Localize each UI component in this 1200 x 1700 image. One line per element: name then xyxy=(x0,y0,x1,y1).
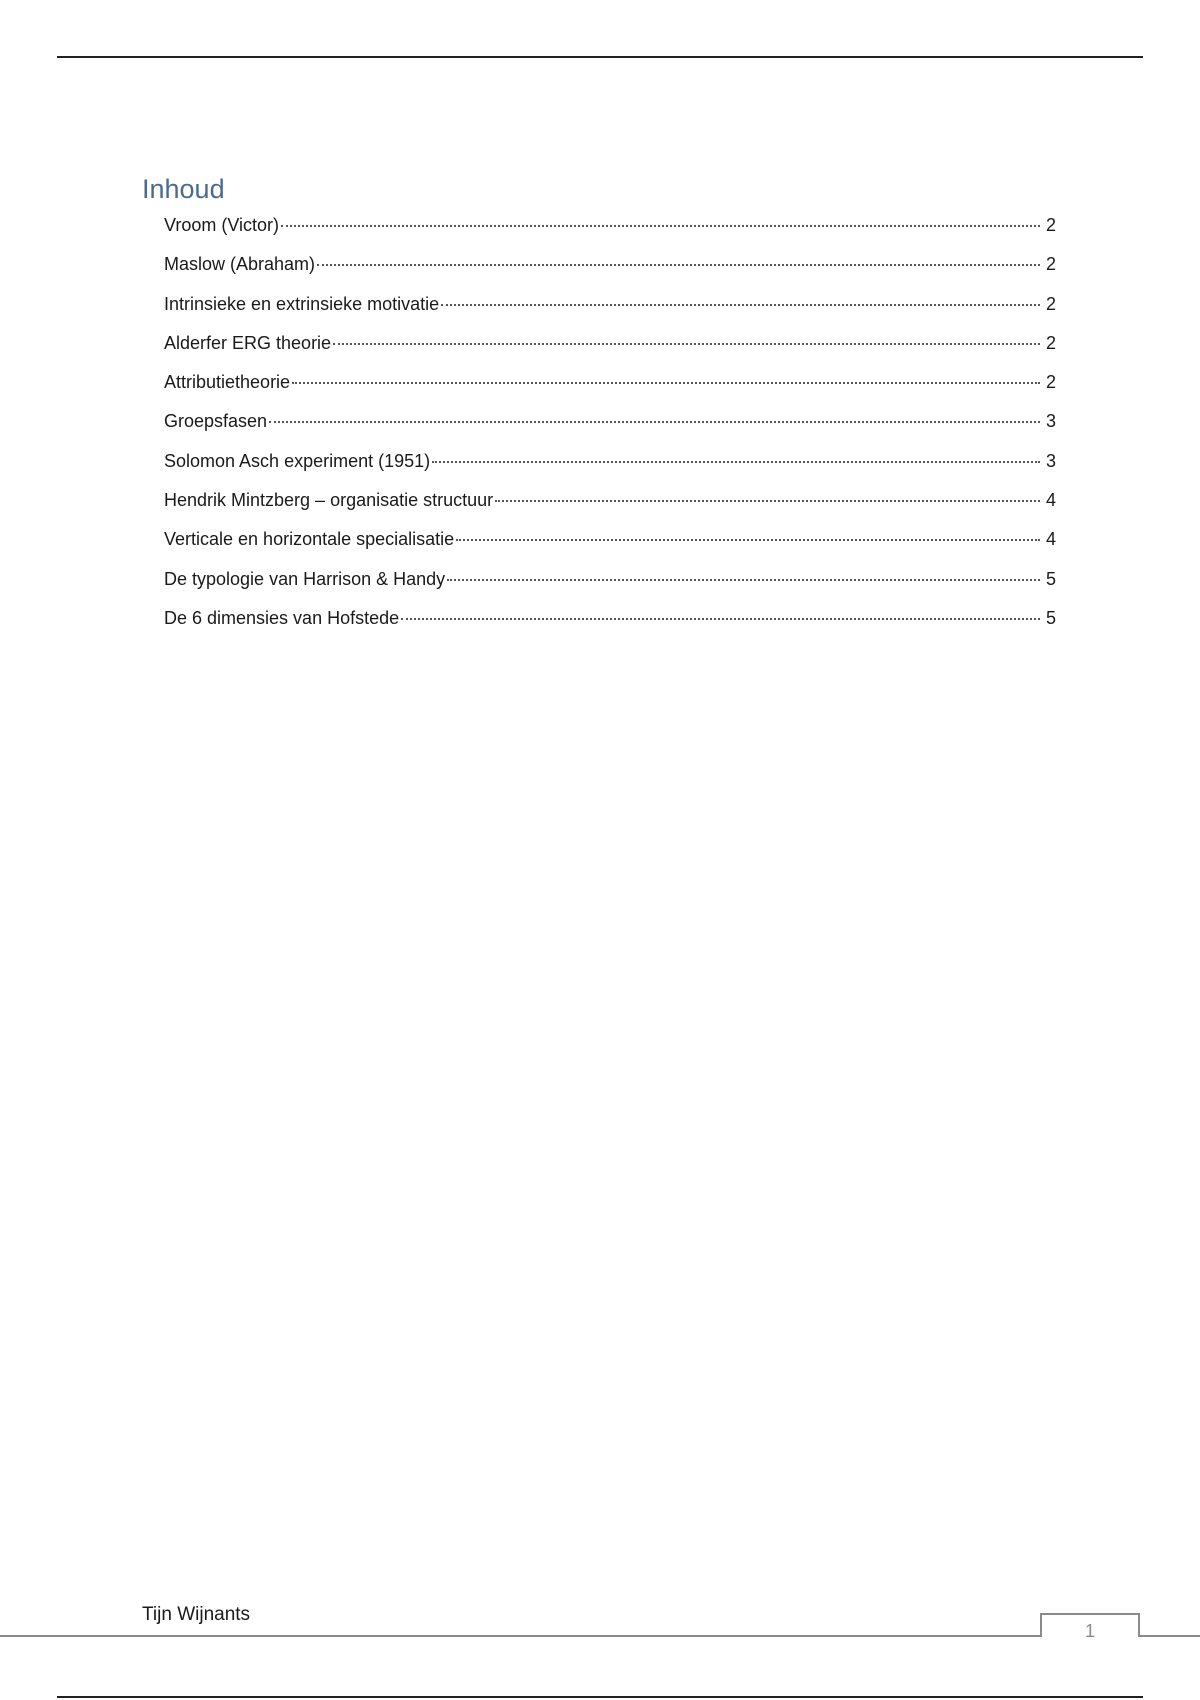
toc-dot-leader xyxy=(456,539,1040,541)
toc-entry-title: Groepsfasen xyxy=(164,411,268,432)
toc-entry[interactable] xyxy=(164,527,1056,566)
toc-heading: Inhoud xyxy=(142,174,225,204)
toc-dot-leader xyxy=(495,500,1040,502)
toc-entry-page: 2 xyxy=(1045,372,1056,393)
footer-author: Tijn Wijnants xyxy=(142,1604,251,1625)
toc-entry-title: De typologie van Harrison & Handy xyxy=(164,568,446,589)
toc-entry-page: 4 xyxy=(1045,490,1056,511)
toc-entry[interactable] xyxy=(164,606,1056,645)
toc-dot-leader xyxy=(401,618,1040,620)
toc-entry-title: Solomon Asch experiment (1951) xyxy=(164,450,431,471)
toc-entry[interactable] xyxy=(164,567,1056,606)
toc-dot-leader xyxy=(333,343,1040,345)
toc-entry-title: Intrinsieke en extrinsieke motivatie xyxy=(164,293,440,314)
footer-rule xyxy=(1138,1635,1200,1637)
footer-rule xyxy=(0,1635,1040,1637)
toc-entry-page: 3 xyxy=(1045,450,1056,471)
toc-entry[interactable] xyxy=(164,488,1056,527)
toc-entry-title: Maslow (Abraham) xyxy=(164,254,316,275)
toc-entry-page: 5 xyxy=(1045,607,1056,628)
bottom-rule xyxy=(57,1696,1143,1698)
toc-entry-title: Verticale en horizontale specialisatie xyxy=(164,529,455,550)
toc-dot-leader xyxy=(281,225,1040,227)
header-rule xyxy=(57,56,1143,58)
toc-entry[interactable] xyxy=(164,449,1056,488)
toc-entry-page: 2 xyxy=(1045,215,1056,235)
toc-entry[interactable] xyxy=(164,331,1056,370)
toc-entry-page: 3 xyxy=(1045,411,1056,432)
toc-entry-page: 4 xyxy=(1045,529,1056,550)
toc-entry-page: 2 xyxy=(1045,254,1056,275)
toc-dot-leader xyxy=(269,421,1040,423)
toc-entry[interactable] xyxy=(164,252,1056,291)
toc-entry-title: Hendrik Mintzberg – organisatie structuur xyxy=(164,490,494,511)
toc-entry[interactable] xyxy=(164,213,1056,252)
toc-entry-page: 2 xyxy=(1045,332,1056,353)
toc-dot-leader xyxy=(447,579,1040,581)
toc-list xyxy=(164,213,1056,645)
toc-dot-leader xyxy=(441,304,1040,306)
toc-entry-title: Vroom (Victor) xyxy=(164,215,280,235)
toc-entry-title: Alderfer ERG theorie xyxy=(164,332,332,353)
toc-entry-page: 5 xyxy=(1045,568,1056,589)
page-number: 1 xyxy=(1084,1621,1095,1641)
toc-entry-page: 2 xyxy=(1045,293,1056,314)
toc-entry[interactable] xyxy=(164,409,1056,448)
toc-entry-title: Attributietheorie xyxy=(164,372,291,393)
toc-dot-leader xyxy=(432,461,1040,463)
toc-entry[interactable] xyxy=(164,292,1056,331)
toc-dot-leader xyxy=(292,382,1040,384)
toc-dot-leader xyxy=(317,264,1040,266)
toc-entry-title: De 6 dimensies van Hofstede xyxy=(164,607,400,628)
page-number-tab xyxy=(1040,1613,1140,1641)
toc-entry[interactable] xyxy=(164,370,1056,409)
